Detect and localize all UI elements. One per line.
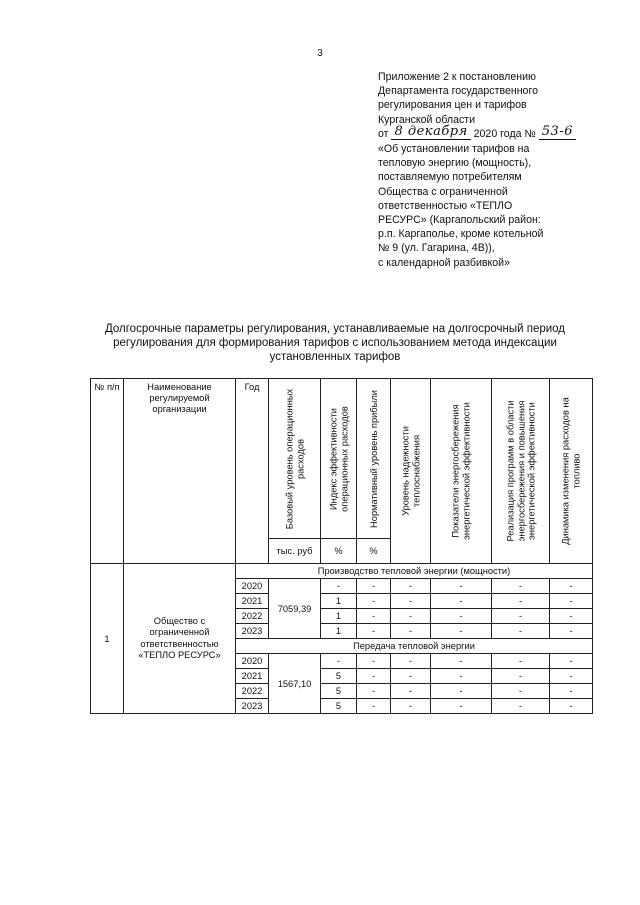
reliability-cell: -: [391, 594, 431, 609]
profit-cell: -: [357, 594, 391, 609]
base-level-production: 7059,39: [269, 579, 321, 639]
year-cell: 2022: [236, 609, 269, 624]
index-cell: -: [321, 654, 357, 669]
index-cell: 1: [321, 624, 357, 639]
section-title-row: [91, 564, 593, 579]
reliability-cell: -: [391, 609, 431, 624]
appendix-line-11: РЕСУРС» (Каргапольский район:: [378, 214, 541, 227]
header-programs-cell: [492, 379, 550, 564]
header-profit-cell: [357, 379, 391, 539]
year-cell: 2021: [236, 669, 269, 684]
programs-cell: -: [492, 669, 550, 684]
appendix-line-1: Приложение 2 к постановлению: [378, 71, 536, 83]
header-programs: Реализация программ в области энергосбережения и повышения энергетической эффективности: [504, 400, 536, 542]
fuel-cell: -: [550, 699, 593, 714]
title-line-3: установленных тарифов: [269, 351, 401, 363]
header-energy-saving: Показатели энергосбережения энергетической эффективности: [450, 402, 471, 540]
unit-base-level: тыс. руб: [269, 539, 321, 564]
energy-cell: -: [431, 594, 492, 609]
energy-cell: -: [431, 654, 492, 669]
unit-profit-norm: %: [357, 539, 391, 564]
energy-cell: -: [431, 579, 492, 594]
appendix-line-4: Курганской области: [378, 113, 476, 126]
section-title-production: Производство тепловой энергии (мощности): [236, 564, 593, 579]
handwritten-number: 53-6: [539, 125, 576, 140]
appendix-line-2: Департамента государственного: [378, 85, 538, 98]
header-fuel-dynamics: Динамика изменения расходов на топливо: [560, 397, 581, 545]
appendix-line-12: р.п. Каргаполье, кроме котельной: [378, 228, 544, 241]
appendix-line-8: поставляемую потребителям: [378, 171, 522, 184]
energy-cell: -: [431, 684, 492, 699]
energy-cell: -: [431, 609, 492, 624]
header-num: № п/п: [91, 379, 124, 564]
programs-cell: -: [492, 654, 550, 669]
fuel-cell: -: [550, 594, 593, 609]
title-line-2: регулирования для формирования тарифов с использованием метода индексации: [113, 337, 557, 349]
fuel-cell: -: [550, 579, 593, 594]
appendix-line-13: № 9 (ул. Гагарина, 4В)),: [378, 242, 495, 255]
profit-cell: -: [357, 579, 391, 594]
profit-cell: -: [357, 624, 391, 639]
reliability-cell: -: [391, 669, 431, 684]
header-profit-norm: Нормативный уровень прибыли: [368, 389, 379, 528]
appendix-year-text: 2020 года №: [473, 127, 536, 140]
index-cell: -: [321, 579, 357, 594]
year-cell: 2021: [236, 594, 269, 609]
section-title-transmission: Передача тепловой энергии: [236, 639, 593, 654]
header-reliability: Уровень надежности теплоснабжения: [400, 426, 421, 516]
programs-cell: -: [492, 579, 550, 594]
header-year: Год: [236, 379, 269, 564]
index-cell: 5: [321, 684, 357, 699]
handwritten-date: 8 декабря: [391, 125, 470, 140]
reliability-cell: -: [391, 699, 431, 714]
programs-cell: -: [492, 699, 550, 714]
parameters-table: [90, 378, 593, 714]
energy-cell: -: [431, 624, 492, 639]
header-fuel-cell: [550, 379, 593, 564]
profit-cell: -: [357, 699, 391, 714]
header-base-level-cell: [269, 379, 321, 539]
row-number: 1: [91, 564, 124, 714]
unit-efficiency-index: %: [321, 539, 357, 564]
index-cell: 1: [321, 609, 357, 624]
fuel-cell: -: [550, 654, 593, 669]
profit-cell: -: [357, 609, 391, 624]
organization-name: Общество с ограниченной ответственностью «ТЕПЛО РЕСУРС»: [124, 564, 236, 714]
reliability-cell: -: [391, 579, 431, 594]
year-cell: 2020: [236, 654, 269, 669]
index-cell: 5: [321, 669, 357, 684]
reliability-cell: -: [391, 654, 431, 669]
base-level-transmission: 1567,10: [269, 654, 321, 714]
programs-cell: -: [492, 594, 550, 609]
year-cell: 2022: [236, 684, 269, 699]
profit-cell: -: [357, 654, 391, 669]
title-line-1: Долгосрочные параметры регулирования, устанавливаемые на долгосрочный период: [104, 323, 566, 335]
page-number: 3: [317, 48, 323, 59]
header-efficiency-cell: [321, 379, 357, 539]
programs-cell: -: [492, 684, 550, 699]
profit-cell: -: [357, 684, 391, 699]
energy-cell: -: [431, 669, 492, 684]
appendix-line-10: ответственностью «ТЕПЛО: [378, 199, 513, 212]
index-cell: 5: [321, 699, 357, 714]
header-reliability-cell: [391, 379, 431, 564]
reliability-cell: -: [391, 624, 431, 639]
header-efficiency-index: Индекс эффективности операционных расходов: [328, 405, 349, 512]
year-cell: 2023: [236, 624, 269, 639]
index-cell: 1: [321, 594, 357, 609]
fuel-cell: -: [550, 684, 593, 699]
fuel-cell: -: [550, 609, 593, 624]
appendix-line-14: с календарной разбивкой»: [378, 256, 510, 269]
appendix-line-9: Общества с ограниченной: [378, 185, 508, 198]
document-title: [70, 322, 600, 364]
energy-cell: -: [431, 699, 492, 714]
fuel-cell: -: [550, 669, 593, 684]
year-cell: 2023: [236, 699, 269, 714]
appendix-line-3: регулирования цен и тарифов: [378, 99, 527, 112]
fuel-cell: -: [550, 624, 593, 639]
profit-cell: -: [357, 669, 391, 684]
programs-cell: -: [492, 609, 550, 624]
header-base-level: Базовый уровень операционных расходов: [284, 388, 305, 529]
header-org: Наименование регулируемой организации: [124, 379, 236, 564]
header-row: [91, 379, 593, 539]
reliability-cell: -: [391, 684, 431, 699]
programs-cell: -: [492, 624, 550, 639]
header-energy-cell: [431, 379, 492, 564]
year-cell: 2020: [236, 579, 269, 594]
appendix-line-7: тепловую энергию (мощность),: [378, 157, 532, 170]
appendix-date-line: [378, 123, 603, 142]
appendix-line-6: «Об установлении тарифов на: [378, 143, 530, 156]
appendix-from-prefix: от: [378, 127, 389, 140]
appendix-block: [378, 70, 603, 270]
